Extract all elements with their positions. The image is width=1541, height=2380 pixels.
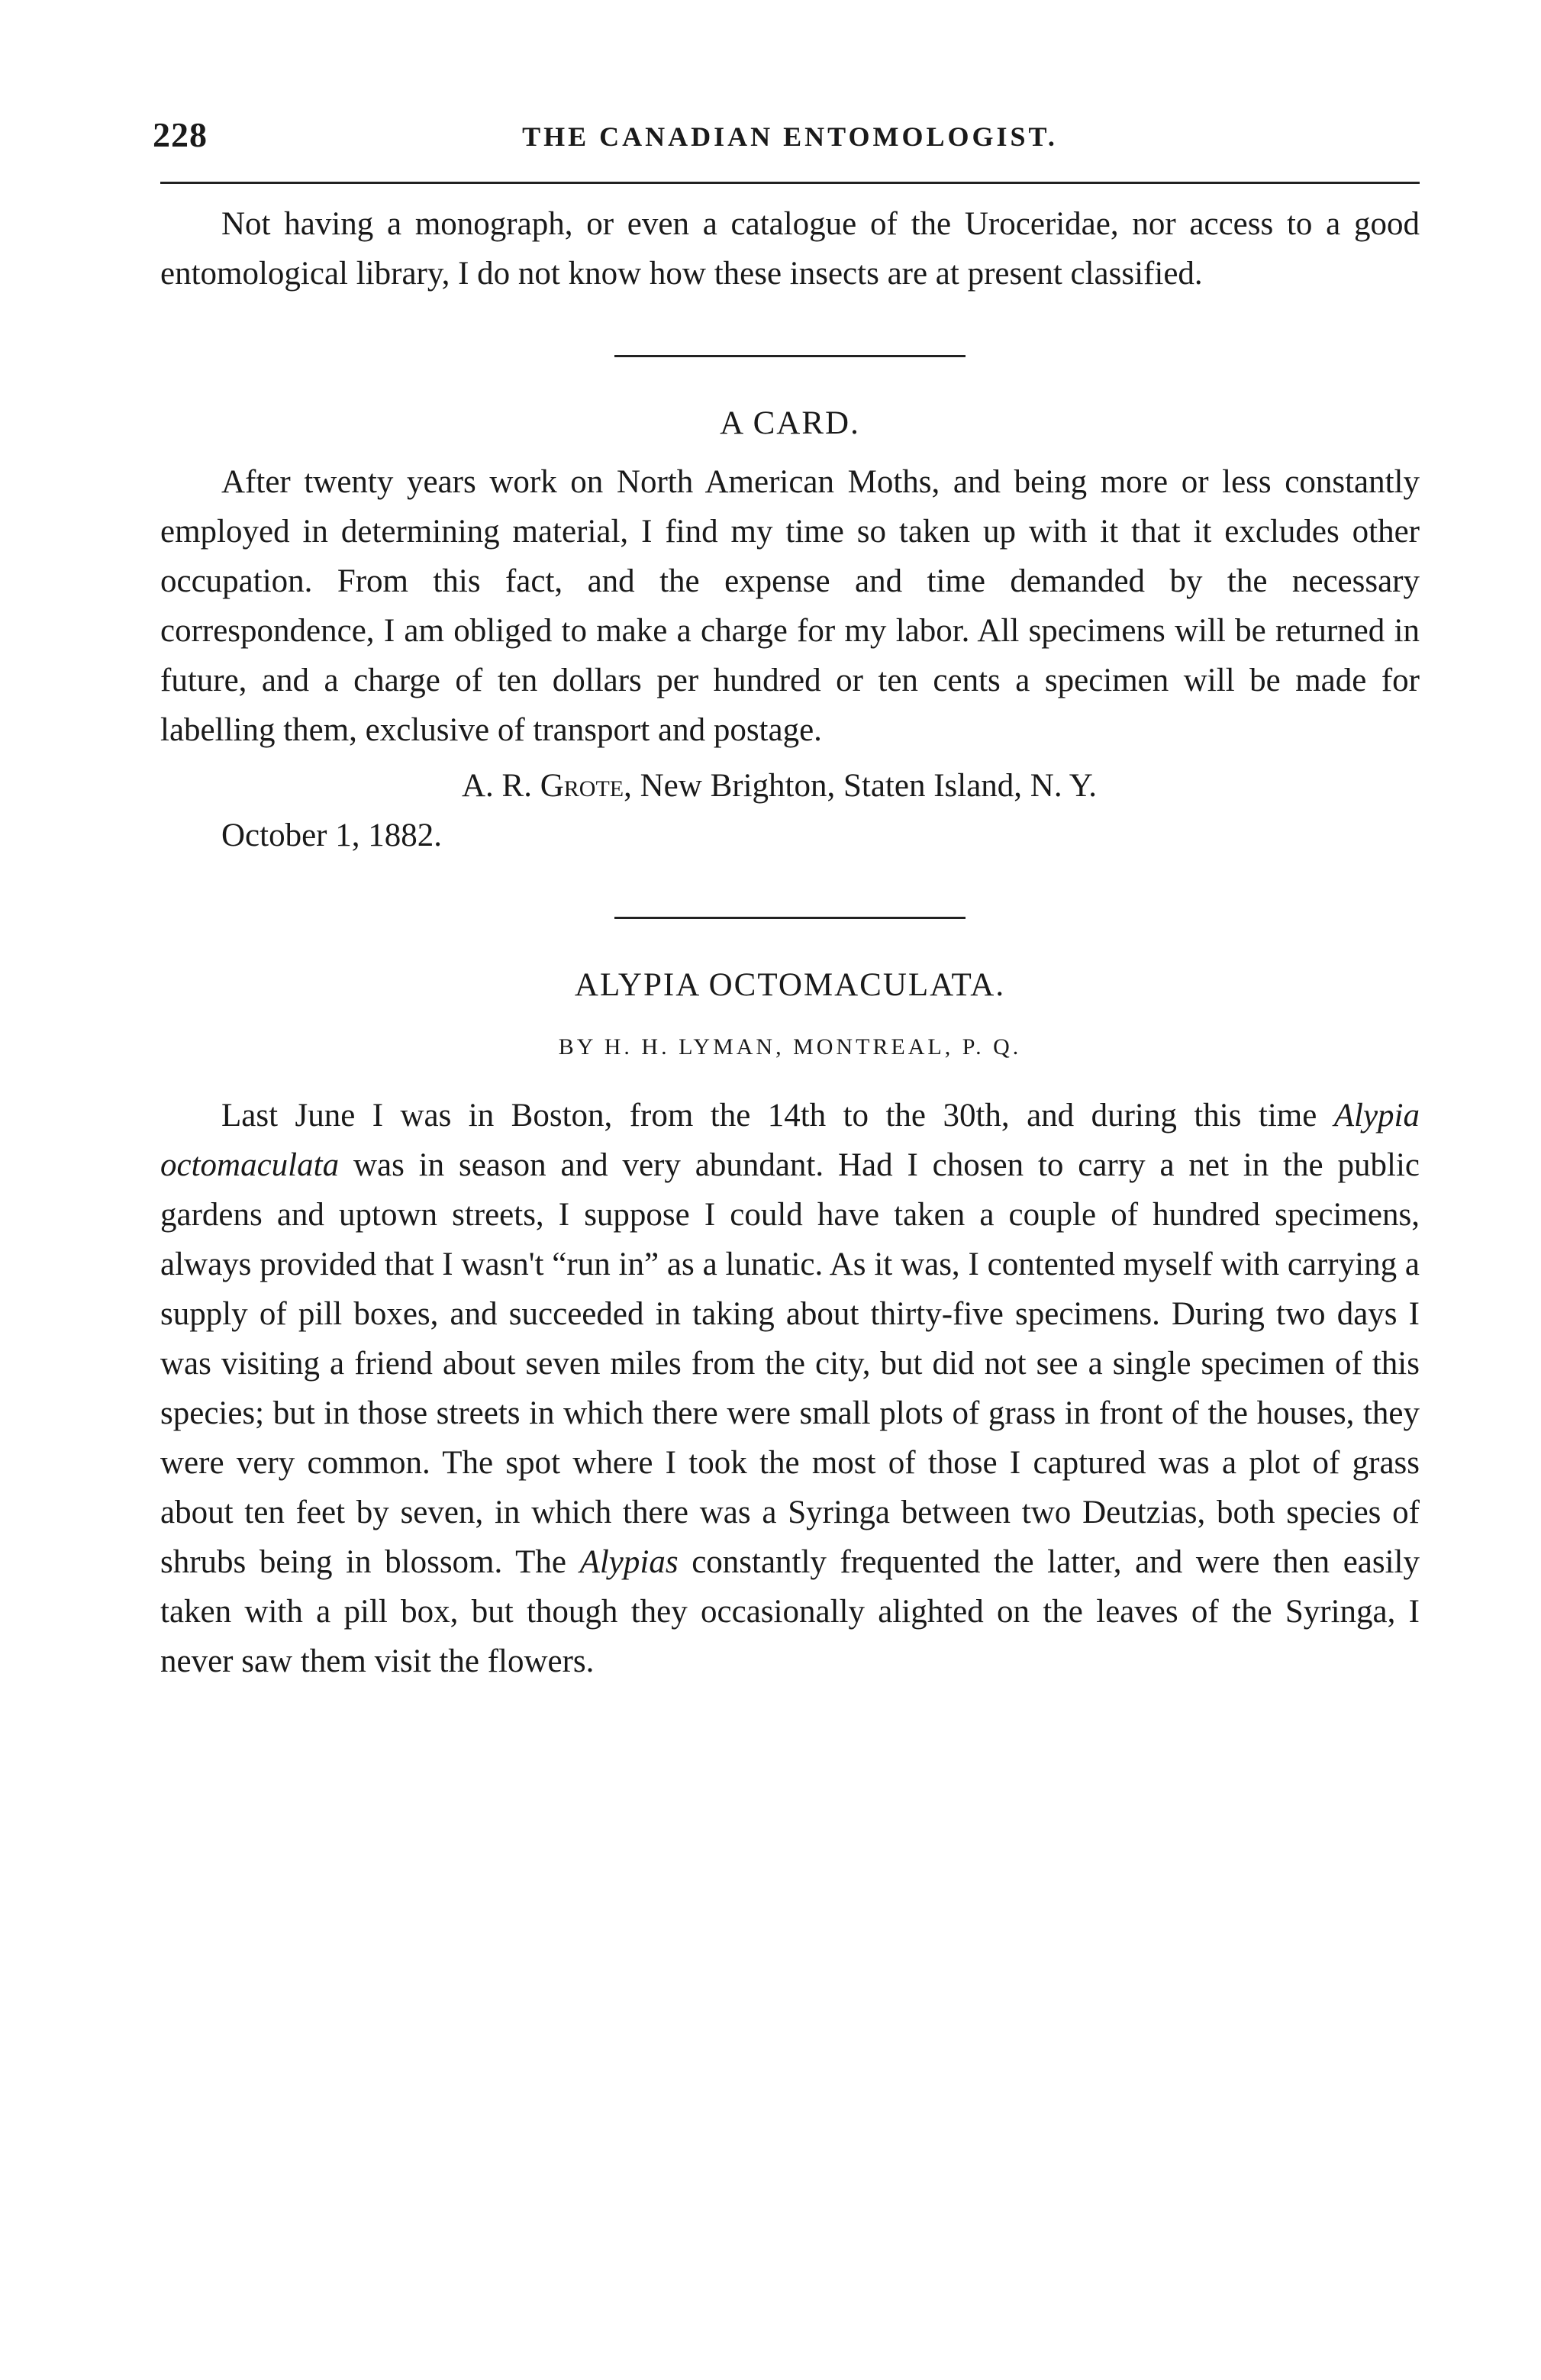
signature-name: Grote	[540, 768, 624, 804]
article-title: ALYPIA OCTOMACULATA.	[574, 967, 1006, 1003]
article-text-part: Last June I was in Boston, from the 14th to the 30th, and during this time	[221, 1098, 1334, 1134]
card-title: A CARD.	[720, 405, 860, 441]
species-name: Alypia octomaculata	[160, 1098, 1420, 1183]
article-byline: BY H. H. LYMAN, MONTREAL, P. Q.	[558, 1034, 1022, 1059]
page	[153, 114, 1420, 1686]
running-head	[153, 114, 1420, 176]
card-signature	[160, 761, 1420, 811]
article-paragraph	[160, 1091, 1420, 1686]
intro-paragraph: Not having a monograph, or even a catalogue of the Uroceridae, nor access to a good entomological library, I do not know how these insects are at present classified.	[160, 206, 1420, 292]
signature-initials: A. R.	[462, 768, 532, 804]
journal-title: THE CANADIAN ENTOMOLOGIST.	[522, 121, 1058, 152]
signature-place: , New Brighton, Staten Island, N. Y.	[624, 768, 1097, 804]
article-text-part: was in season and very abundant. Had I chosen to carry a net in the public gardens and uptown streets, I suppose I could have taken a couple of hundred specimens, always provided that I wasn't “run in” as a lunatic. As it was, I contented myself with carrying a supply of pill boxes, and succeeded in taking about thirty-five specimens. During two days I was visiting a friend about seven miles from the city, but did not see a single specimen of this species; but in those streets in which there were small plots of grass in front of the houses, they were very common. The spot where I took the most of those I captured was a plot of grass about ten feet by seven, in which there was a Syringa between two Deutzias, both species of shrubs being in blossom. The	[160, 1147, 1420, 1580]
page-number: 228	[153, 115, 208, 154]
header-rule	[160, 182, 1420, 184]
article-text-part: constantly frequented the latter, and were then easily taken with a pill box, but though they occasionally alighted on the leaves of the Syringa, I never saw them visit the flowers.	[160, 1544, 1420, 1679]
card-body: After twenty years work on North American Moths, and being more or less constantly employed in determining material, I find my time so taken up with it that it excludes other occupation. From this fact, and the expense and time demanded by the necessary correspondence, I am obliged to make a charge for my labor. All specimens will be returned in future, and a charge of ten dollars per hundred or ten cents a specimen will be made for labelling them, exclusive of transport and postage.	[160, 464, 1420, 748]
card-date: October 1, 1882.	[221, 818, 442, 853]
section-divider	[614, 355, 966, 357]
genus-name: Alypias	[579, 1544, 679, 1580]
section-divider	[614, 917, 966, 919]
